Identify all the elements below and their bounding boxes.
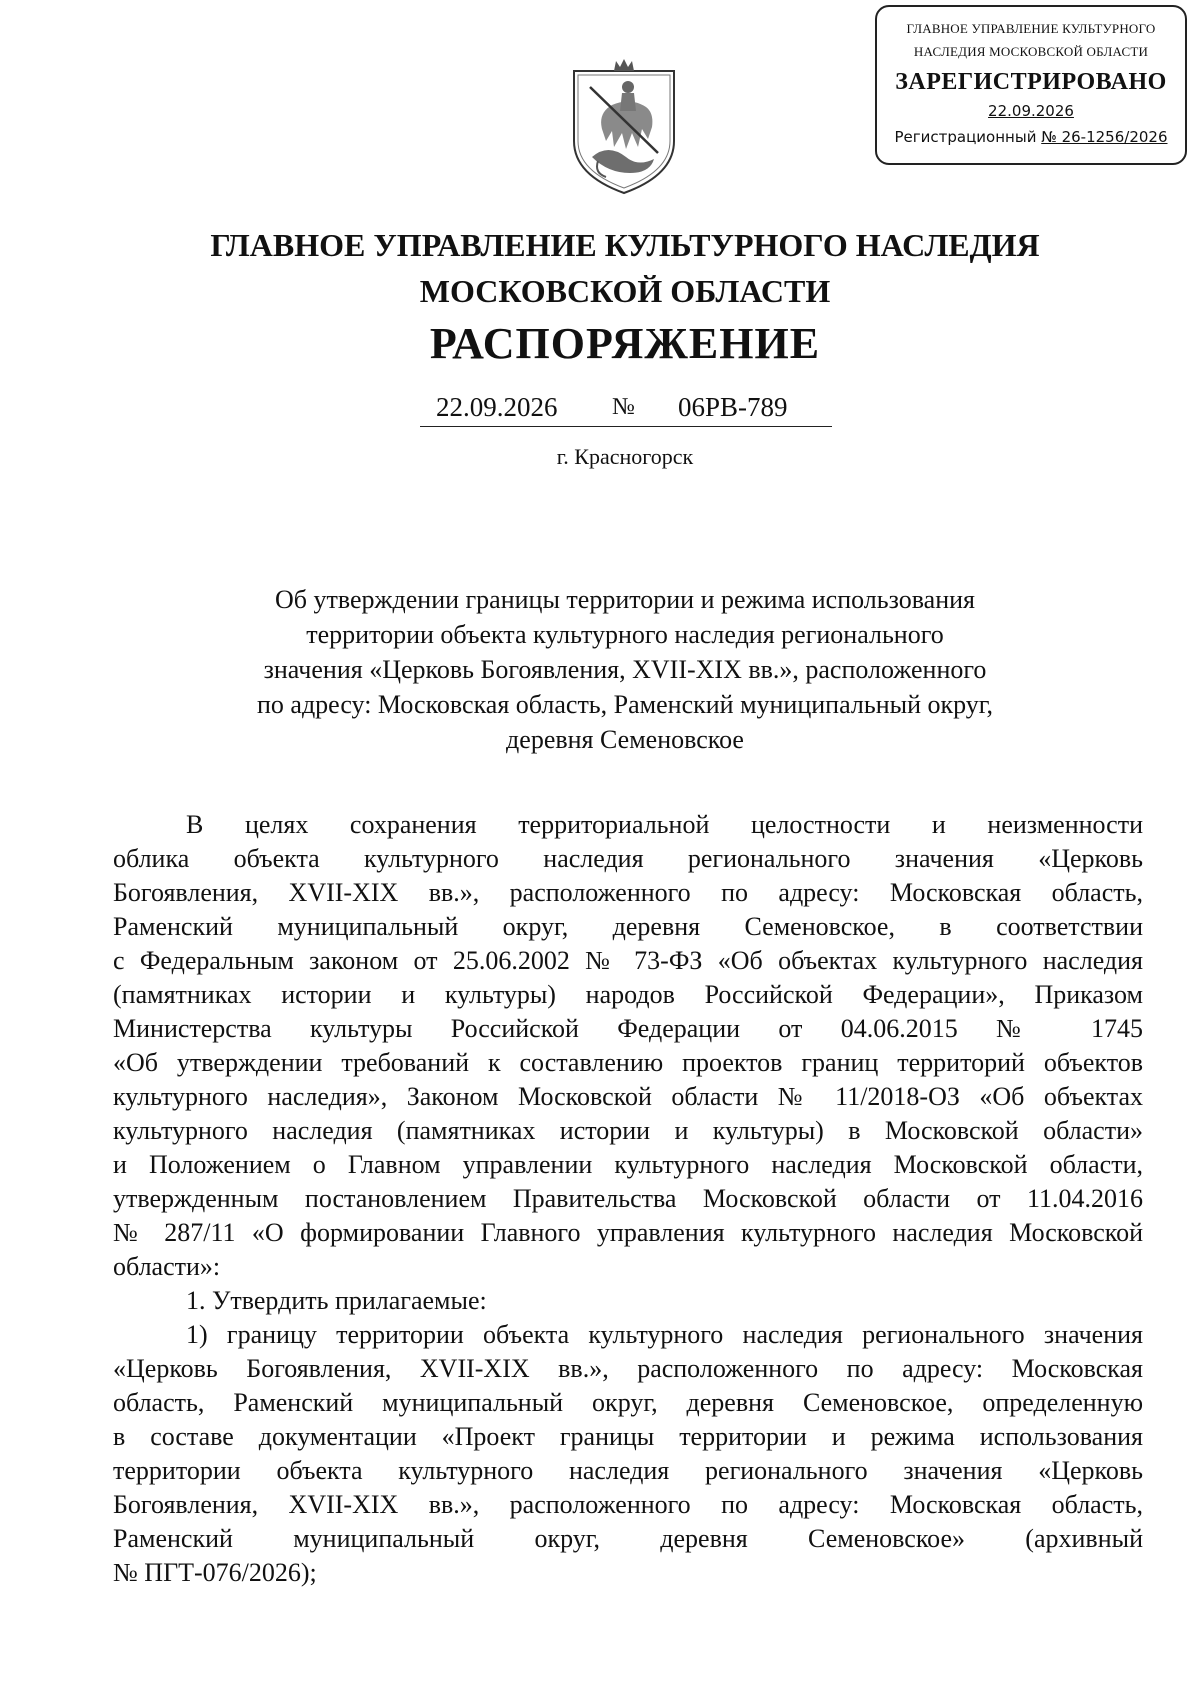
body-line: культурного наследия (памятниках истории и культуры) в Московской области» (113, 1116, 1143, 1145)
registration-stamp (875, 5, 1187, 165)
body-line: В целях сохранения территориальной целостности и неизменности (186, 810, 1143, 839)
subject-line: значения «Церковь Богоявления, XVII-XIX вв.», расположенного (263, 655, 987, 684)
document-number: 06РВ-789 (678, 392, 788, 422)
document-type: РАСПОРЯЖЕНИЕ (429, 319, 821, 368)
org-title (0, 222, 1200, 314)
body-line: с Федеральным законом от 25.06.2002 № 73-ФЗ «Об объектах культурного наследия (113, 946, 1143, 975)
stamp-org-line-1: ГЛАВНОЕ УПРАВЛЕНИЕ КУЛЬТУРНОГО (906, 21, 1156, 36)
item-1-1-line: область, Раменский муниципальный округ, деревня Семеновское, определенную (113, 1388, 1143, 1417)
org-title-line-2: МОСКОВСКОЙ ОБЛАСТИ (419, 273, 831, 309)
stamp-reg-label: Регистрационный (894, 128, 1042, 146)
date-number-line (420, 392, 832, 427)
item-1-1-line: в составе документации «Проект границы территории и режима использования (113, 1422, 1143, 1451)
body-line: культурного наследия», Законом Московской области № 11/2018-ОЗ «Об объектах (113, 1082, 1143, 1111)
subject-line: по адресу: Московская область, Раменский муниципальный округ, (256, 690, 994, 719)
item-1-1-line: № ПГТ-076/2026); (113, 1558, 317, 1587)
moscow-region-coat-of-arms-icon (568, 57, 680, 197)
body-line: № 287/11 «О формировании Главного управления культурного наследия Московской (113, 1218, 1143, 1247)
stamp-date: 22.09.2026 (988, 102, 1074, 120)
subject-line: деревня Семеновское (506, 725, 744, 754)
stamp-status: ЗАРЕГИСТРИРОВАНО (895, 69, 1167, 95)
number-sign: № (612, 394, 635, 420)
city: г. Красногорск (556, 444, 694, 469)
document-date: 22.09.2026 (436, 392, 558, 422)
item-1-1-line: Раменский муниципальный округ, деревня Семеновское» (архивный (113, 1524, 1143, 1553)
subject-line: Об утверждении границы территории и режима использования (275, 585, 975, 614)
body-line: Министерства культуры Российской Федерации от 04.06.2015 № 1745 (113, 1014, 1143, 1043)
item-1-1-line: 1) границу территории объекта культурного наследия регионального значения (186, 1320, 1143, 1349)
stamp-reg-value: № 26-1256/2026 (1041, 128, 1168, 146)
body-line: утвержденным постановлением Правительства Московской области от 11.04.2016 (113, 1184, 1143, 1213)
item-1: 1. Утвердить прилагаемые: (186, 1286, 487, 1315)
document-subject (0, 582, 1200, 757)
item-1-1-line: «Церковь Богоявления, XVII-XIX вв.», расположенного по адресу: Московская (113, 1354, 1143, 1383)
body-line: Богоявления, XVII-XIX вв.», расположенного по адресу: Московская область, (113, 878, 1143, 907)
body-line: и Положением о Главном управлении культурного наследия Московской области, (113, 1150, 1143, 1179)
body-line: (памятниках истории и культуры) народов Российской Федерации», Приказом (113, 980, 1143, 1009)
stamp-reg-number (877, 128, 1185, 146)
document-body (113, 808, 1143, 1590)
body-line: облика объекта культурного наследия регионального значения «Церковь (113, 844, 1143, 873)
stamp-org-line-2: НАСЛЕДИЯ МОСКОВСКОЙ ОБЛАСТИ (913, 44, 1149, 59)
item-1-1-line: территории объекта культурного наследия регионального значения «Церковь (113, 1456, 1143, 1485)
body-line: «Об утверждении требований к составлению проектов границ территорий объектов (113, 1048, 1143, 1077)
org-title-line-1: ГЛАВНОЕ УПРАВЛЕНИЕ КУЛЬТУРНОГО НАСЛЕДИЯ (210, 227, 1040, 263)
body-line: области»: (113, 1252, 221, 1281)
item-1-1-line: Богоявления, XVII-XIX вв.», расположенного по адресу: Московская область, (113, 1490, 1143, 1519)
subject-line: территории объекта культурного наследия регионального (306, 620, 944, 649)
body-line: Раменский муниципальный округ, деревня Семеновское, в соответствии (113, 912, 1143, 941)
